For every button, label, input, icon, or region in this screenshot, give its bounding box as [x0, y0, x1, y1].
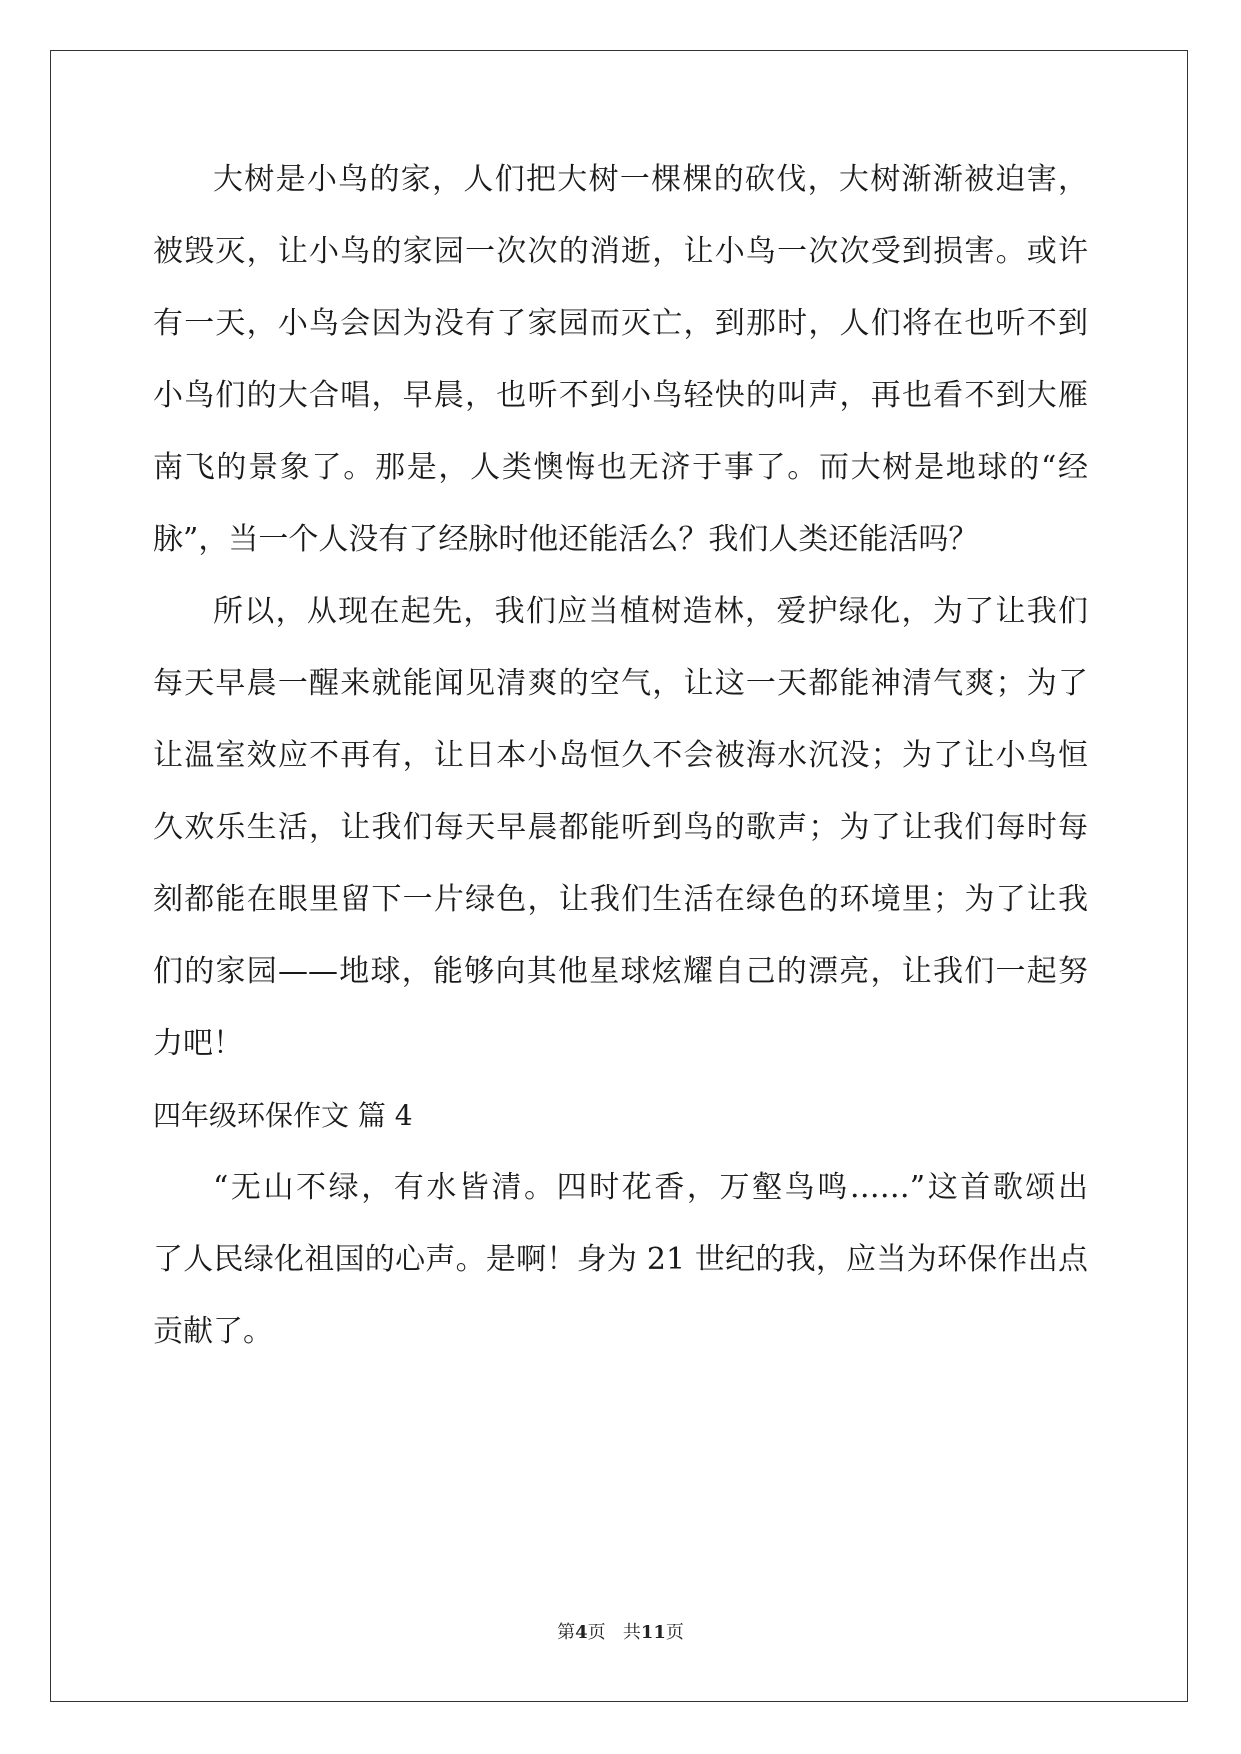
paragraph-3-line-2: 了人民绿化祖国的心声。是啊！身为 21 世纪的我，应当为环保作出点: [153, 1242, 1088, 1277]
paragraph-1-line-3: 有一天，小鸟会因为没有了家园而灭亡，到那时，人们将在也听不到: [153, 306, 1088, 341]
paragraph-1-line-4: 小鸟们的大合唱，早晨，也听不到小鸟轻快的叫声，再也看不到大雁: [153, 378, 1088, 413]
paragraph-3-line-1: “无山不绿，有水皆清。四时花香，万壑鸟鸣……”这首歌颂出: [213, 1170, 1088, 1205]
paragraph-2-line-7: 力吧！: [153, 1026, 243, 1061]
paragraph-2-line-4: 久欢乐生活，让我们每天早晨都能听到鸟的歌声；为了让我们每时每: [153, 810, 1088, 845]
page-footer: [0, 1621, 1241, 1645]
paragraph-2-line-5: 刻都能在眼里留下一片绿色，让我们生活在绿色的环境里；为了让我: [153, 882, 1088, 917]
paragraph-2-line-2: 每天早晨一醒来就能闻见清爽的空气，让这一天都能神清气爽；为了: [153, 666, 1088, 701]
footer-page-number: 4: [575, 1622, 588, 1643]
paragraph-1-line-6: 脉”，当一个人没有了经脉时他还能活么？我们人类还能活吗？: [153, 522, 979, 557]
section-heading: 四年级环保作文 篇 4: [153, 1099, 413, 1132]
paragraph-3-line-3: 贡献了。: [153, 1314, 273, 1349]
paragraph-1-line-1: 大树是小鸟的家，人们把大树一棵棵的砍伐，大树渐渐被迫害，: [213, 162, 1088, 197]
page-border: [50, 50, 1188, 1702]
footer-prefix: 第: [557, 1622, 576, 1643]
paragraph-1-line-5: 南飞的景象了。那是，人类懊悔也无济于事了。而大树是地球的“经: [153, 450, 1088, 485]
paragraph-1-line-2: 被毁灭，让小鸟的家园一次次的消逝，让小鸟一次次受到损害。或许: [153, 234, 1088, 269]
paragraph-2-line-1: 所以，从现在起先，我们应当植树造林，爱护绿化，为了让我们: [213, 594, 1088, 629]
footer-total-prefix: 共: [622, 1622, 641, 1643]
footer-total-pages: 11: [640, 1622, 666, 1643]
paragraph-2-line-6: 们的家园——地球，能够向其他星球炫耀自己的漂亮，让我们一起努: [153, 954, 1088, 989]
footer-total-unit: 页: [665, 1622, 684, 1643]
footer-page-unit: 页: [587, 1622, 606, 1643]
paragraph-2-line-3: 让温室效应不再有，让日本小岛恒久不会被海水沉没；为了让小鸟恒: [153, 738, 1088, 773]
